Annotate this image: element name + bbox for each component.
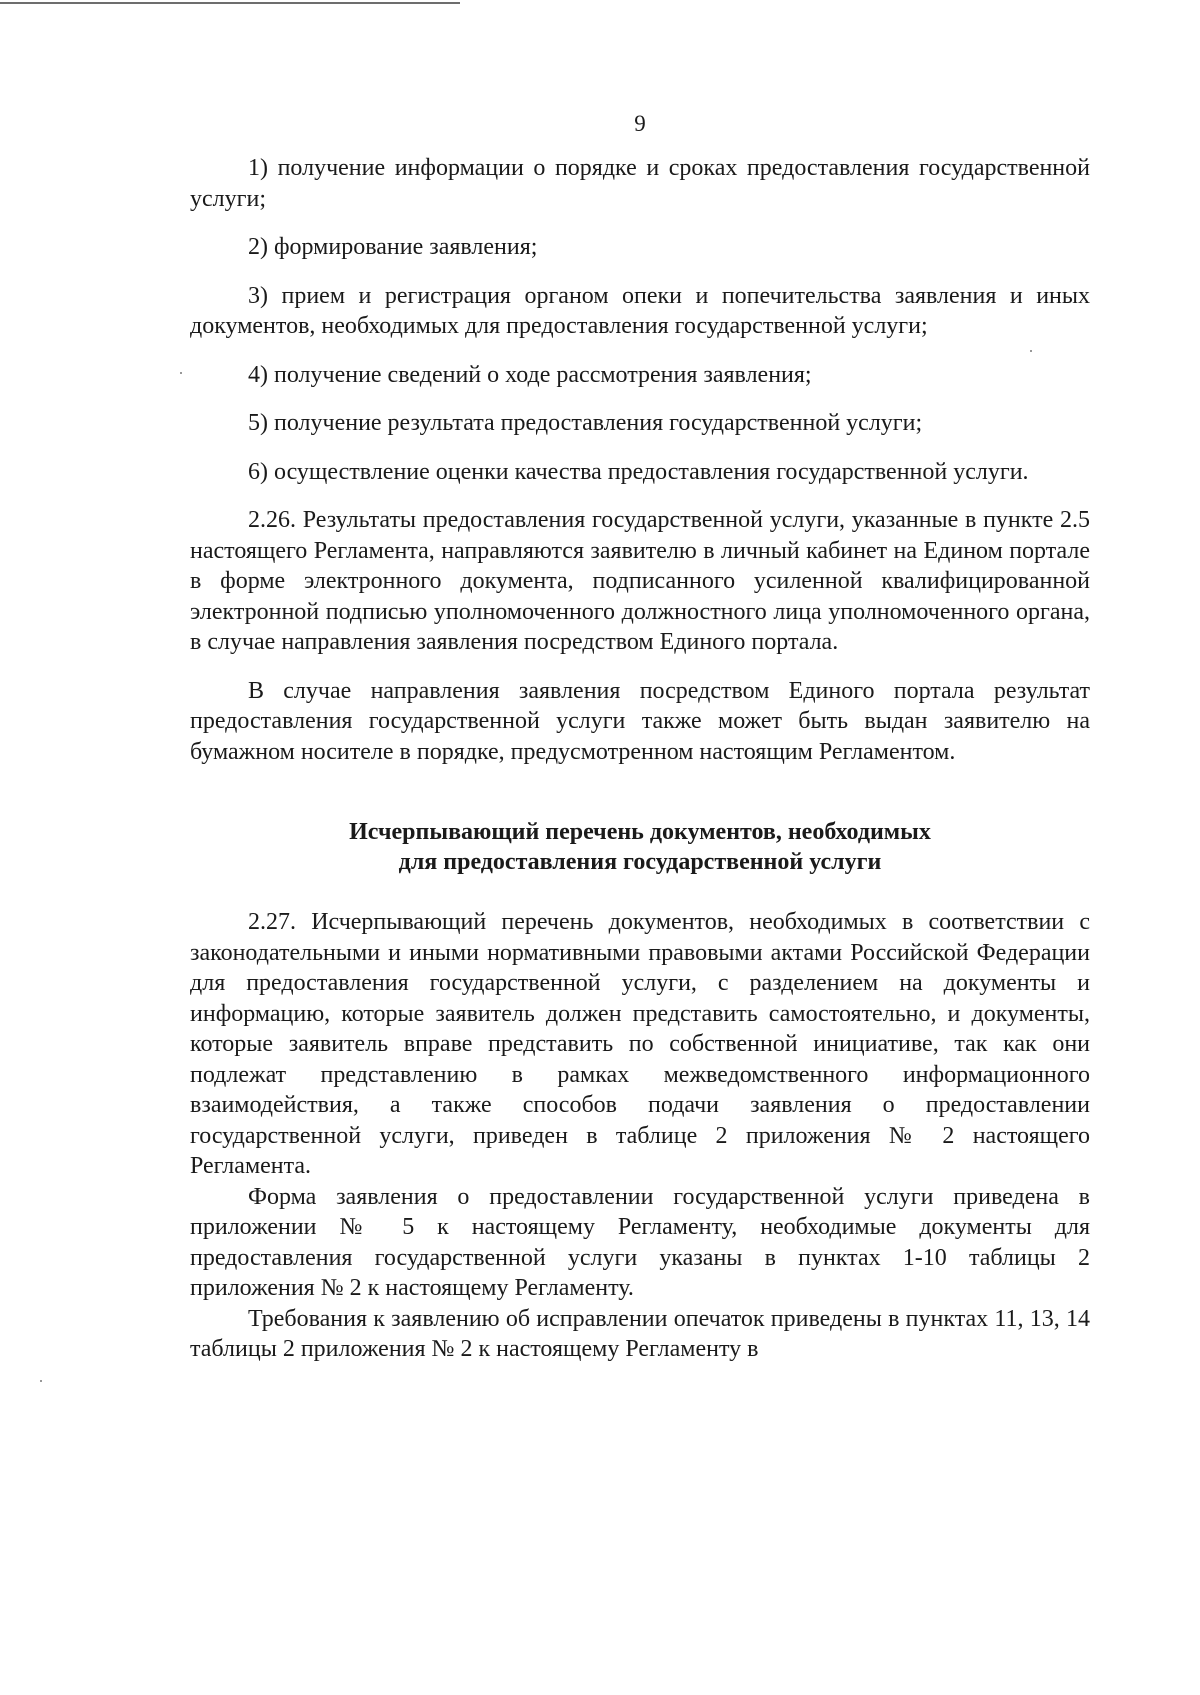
paragraph-paper-result: В случае направления заявления посредством Единого портала результат предоставления государственной услуги также может быть выдан заявителю на бумажном носителе в порядке, предусмотренном настоящим Регламентом. xyxy=(190,677,1090,765)
list-item-3: 3) прием и регистрация органом опеки и попечительства заявления и иных документов, необходимых для предоставления государственной услуги; xyxy=(190,282,1090,339)
list-item-5: 5) получение результата предоставления государственной услуги; xyxy=(248,410,923,436)
list-item-1: 1) получение информации о порядке и сроках предоставления государственной услуги; xyxy=(190,155,1090,212)
scan-speck xyxy=(180,372,182,374)
paragraph-application-form: Форма заявления о предоставлении государственной услуги приведена в приложении № 5 к настоящему Регламенту, необходимые документы для предоставления государственной услуги указаны в пунктах 1-10 таблицы 2 приложения № 2 к настоящему Регламенту. xyxy=(190,1183,1090,1301)
list-item-2: 2) формирование заявления; xyxy=(248,234,538,260)
list-item-6: 6) осуществление оценки качества предоставления государственной услуги. xyxy=(248,458,1029,485)
scan-speck xyxy=(40,1380,42,1382)
list-item-4: 4) получение сведений о ходе рассмотрения заявления; xyxy=(248,361,812,388)
section-heading-line-2: для предоставления государственной услуги xyxy=(398,849,882,875)
paragraph-2-26: 2.26. Результаты предоставления государственной услуги, указанные в пункте 2.5 настоящего Регламента, направляются заявителю в личный кабинет на Едином портале в форме электронного документа, подписанного усиленной квалифицированной электронной подписью уполномоченного должностного лица уполномоченного органа, в случае направления заявления посредством Единого портала. xyxy=(190,507,1090,655)
scan-edge-line xyxy=(0,2,460,4)
paragraph-2-27: 2.27. Исчерпывающий перечень документов, необходимых в соответствии с законодательными и иными нормативными правовыми актами Российской Федерации для предоставления государственной услуги, с разделением на документы и информацию, которые заявитель должен представить самостоятельно, и документы, которые заявитель вправе представить по собственной инициативе, так как они подлежат представлению в рамках межведомственного информационного взаимодействия, а также способов подачи заявления о предоставлении государственной услуги, приведен в таблице 2 приложения № 2 настоящего Регламента. xyxy=(190,909,1090,1179)
section-heading-line-1: Исчерпывающий перечень документов, необходимых xyxy=(349,819,931,845)
paragraph-typo-correction: Требования к заявлению об исправлении опечаток приведены в пунктах 11, 13, 14 таблицы 2 приложения № 2 к настоящему Регламенту в xyxy=(190,1305,1090,1362)
page-number: 9 xyxy=(634,111,646,136)
document-body xyxy=(190,153,1090,1365)
section-heading xyxy=(190,817,1090,877)
